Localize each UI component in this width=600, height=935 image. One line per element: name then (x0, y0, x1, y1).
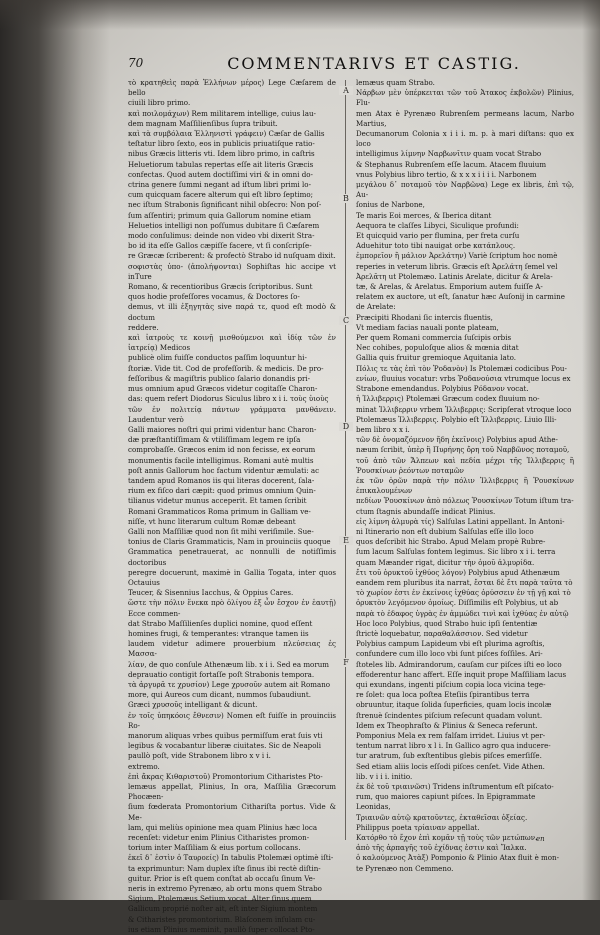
text-line: Heluetios intelligi non poſſumus dubitare ſi Cæſarem (128, 220, 320, 230)
text-line: men Atax è Pyrenæo Rubrenſem permeans lacum, Narbo Martius, (356, 108, 574, 128)
text-line: ἡ Ἰλλιβερρις) Ptolemæi Græcum codex fluuium no- (356, 394, 540, 404)
catchword: en (536, 835, 545, 843)
text-line: ius etiam Plinius meminit, paullò ſuper collocat Pto- (128, 924, 315, 934)
text-line: tilianus videtur munus acceperit. Et tamen ſcribit (128, 496, 307, 506)
text-line: ἐπὶ ἄκρας Κιθαριστοῦ) Promontorium Citharistes Pto- (128, 771, 323, 781)
text-line: παρὰ τὸ ἐδαφος ὑγρὰς ἐν ἀμμώδει τινὶ καὶ ἰχθύας ἐν αὐτῷ (356, 608, 569, 618)
text-line: lib. v i i i. initio. (356, 771, 413, 781)
text-line: τὸ κρατηθεὶς παρὰ Ἑλλήνων μέρος) Lege Cæſarem de bello (128, 78, 336, 98)
text-line: καὶ ποιλομάχων) Rem militarem intellige, cuius lau- (128, 108, 316, 118)
page-number: 70 (128, 56, 144, 70)
text-line: τῶν δὲ ὀνομαζόμενον ἤδη ἐκεῖνοις) Polybius apud Athe- (356, 435, 558, 445)
text-line: Sigium, Ptolemæus Setium vocat. Alter ſinus quem (128, 894, 312, 904)
text-line: Sed etiam aliis locis eſſodi piſces cenſet. Vide Athen. (356, 761, 545, 771)
text-line: effoderentur hanc affert. Eſſe inquit prope Maſſiliam lacus (356, 669, 567, 679)
text-line: Ἀρελᾶτη ut Ptolemæo. Latinis Arelate, dicitur & Arela- (356, 271, 553, 281)
text-line: homines frugi, & temperantes: vtranque tamen iis (128, 628, 309, 638)
text-line: Τριαινῶν αὐτῷ κρατοῦντες, ἐκταθεῖσαι ὀξείας. (356, 812, 528, 822)
text-line: lam, qui meliùs opinione mea quam Plinius hæc loca (128, 822, 318, 832)
text-line: bo id ita eſſe Gallos cæpiſſe facere, vt ſi conſcripſe- (128, 241, 312, 251)
text-line: καὶ τὰ συμβόλαια Ἑλληνιστὶ γράφειν) Cæſar de Gallis (128, 129, 325, 139)
section-marker: C (339, 316, 353, 325)
text-line: ciuili libro primo. (128, 98, 191, 108)
left-column (128, 78, 336, 935)
text-line: confundere cum illo loco vbi ſunt piſces foſſiles. Ari- (356, 649, 543, 659)
text-line: de Arelate: (356, 302, 396, 312)
text-line: Et quicquid vario per flumina, per freta curſu (356, 231, 520, 241)
text-line: lemæus quam Strabo. (356, 78, 435, 87)
text-line: λίαν, de quo conſule Athenæum lib. x i i. Sed ea morum (128, 659, 330, 669)
text-line: ta exprimuntur: Nam duplex iſte ſinus ibi rectè diſtin- (128, 863, 321, 873)
text-line: Pomponius Mela ex rem falſam irridet. Liuius vt per- (356, 731, 546, 740)
text-line: lemæus appellat, Plinius, In ora, Maſſilia Græcorum Phocæen- (128, 782, 336, 802)
text-line: ni Itinerario non eſt dubium Salſulas eſſe illo loco (356, 526, 534, 536)
text-line: re Græcæ ſcriberent: & profectò Strabo id nuſquam dixit. (128, 251, 336, 261)
text-line: reperies in veterum libris. Græcis eſt Ἀρελάτη ſemel vel (356, 261, 558, 271)
text-line: Te maris Eoi merces, & Iberica ditant (356, 210, 492, 220)
text-line: Galli maiores noſtri qui primi videntur hanc Charon- (128, 424, 317, 434)
text-line: τὸ χωρίον ἐστι ἐν ἐκείνοις ἰχθύας ὀρύσσειν ἐν τῇ γῇ καὶ τὸ (356, 588, 571, 598)
text-line: nec iſtum Strabonis ſignificant nihil obſecro: Non poſ- (128, 200, 322, 210)
text-line: Aduehitur toto tibi nauigat orbe κατάπλους. (356, 241, 516, 251)
text-line: μεγάλου δ᾽ ποταμοῦ τὸν Ναρβῶνα) Lege ex libris, ἐπὶ τῷ, Au- (356, 180, 574, 200)
text-line: Κατόρθο τὸ ἔχον ἐπὶ κομᾶν τῇ τοὺς τῶν μετώπων. (356, 833, 538, 843)
section-marker: D (339, 422, 353, 431)
text-line: laudem videtur adimere prouerbium πλεύσειας ἐς Μασσα- (128, 639, 336, 659)
text-line: comprobaſſe. Græcos enim id non fecisse, ex eorum (128, 445, 316, 455)
text-line: dat Strabo Maſſilienſes duplici nomine, quod eſſent (128, 618, 313, 628)
text-line: τὰ ἀργυρᾶ τε χρυσίον) Lege χρυσοῦν autem ait Romano (128, 679, 331, 689)
text-line: qui exundans, ingenti piſcium copia loca vicina tege- (356, 679, 546, 689)
text-line: extremo. (128, 761, 160, 771)
text-line: Per quem Romani commercia ſuſcipis orbis (356, 333, 512, 343)
text-line: ὀρυκτὸν λεγόμενον ὁμοίως. Diſſimilis eſt Polybius, ut ab (356, 598, 559, 608)
text-line: confectas. Quod autem doctiſſimi viri & in omni do- (128, 169, 313, 179)
text-line: ἔτι τοῦ ὀρυκτοῦ ἰχθύος λόγον) Polybius apud Athenæum (356, 567, 560, 577)
text-line: poſt annis Gallorum hoc factum videntur æmulati: ac (128, 465, 320, 475)
running-title: COMMENTARIVS ET CASTIG. (227, 54, 521, 73)
text-line: guitur. Prior is eſt quem conſtat ab occaſu ſinum Ve- (128, 873, 316, 883)
text-line: modo conſulimus: deinde non video vbi dixerit Stra- (128, 231, 315, 241)
text-line: quam Mæander rigat, dicitur τὴν ὁμοῦ ἀλμυρίδα. (356, 557, 535, 567)
text-line: Strabone emendandus. Polybius Ρόδανον vocat. (356, 384, 529, 394)
text-line: Leonidas, (356, 802, 391, 812)
text-line: tur aratrum, ſub exſtentibus glebis piſces emerſiſſe. (356, 751, 542, 761)
text-line: ὥστε τὴν πόλιν ἕνεκα πρὸ ὀλίγου ἐξ ὧν ἔσχον ἐν ἑαυτῇ) Ecce commen- (128, 598, 336, 618)
text-line: tandem apud Romanos iis qui literas docerent, ſala- (128, 475, 315, 485)
text-line: paullò poſt, vide Strabonem libro x v i i. (128, 751, 271, 761)
text-line: ἐκ τῶν ὁρῶν παρὰ τὴν πόλιν Ἰλλιβερρις ἢ Ῥουσκίνων ἐπικαλουμένων (356, 475, 574, 496)
text-line: das: quem refert Diodorus Siculus libro x i i. τοὺς ὑιοὺς (128, 394, 329, 404)
text-line: peregre docuerunt, maximè in Gallia Togata, inter quos Octauius (128, 567, 336, 587)
text-line: καὶ ἰατροὺς τε κοινῇ μισθούμενοι καὶ ἰδίᾳ τῶν ἐν ἰατρείᾳ) Medicos (128, 333, 336, 353)
text-line: ἐμπορεῖον ἢ μάλιον Ἀρελάτην) Variè ſcriptum hoc nomè (356, 251, 558, 261)
text-line: Polybius campum Lapideum vbi eſt plurima agroſtis, (356, 639, 545, 649)
text-line: Hoc loco Polybius, quod Strabo huic ipſi ſententiæ (356, 618, 538, 628)
text-line: teſtatur libro ſexto, eos in publicis priuatiſque ratio- (128, 139, 315, 149)
text-line: demus, vt illi ἐξηγητὰς sive παρά τε, quod eſt modò & doctum (128, 302, 336, 322)
text-line: ſum lacum Salſulas fontem legimus. Sic libro x i i. terra (356, 547, 556, 557)
text-line: Præcipiti Rhodani ſic intercis fluentis, (356, 312, 493, 322)
text-line: neris in extremo Pyrenæo, ab ortu mons quem Strabo (128, 884, 322, 894)
text-line: Romano, & recentioribus Græcis ſcriptoribus. Sunt (128, 282, 313, 292)
text-line: manorum aliquas vrbes quibus permiſſum erat ſuis vti (128, 731, 323, 740)
text-line: Gallia quis fruitur gremioque Aquitania lato. (356, 353, 516, 363)
text-line: τῶν ἐν πολιτείᾳ πάντων γράμματα μανθάνειν. Laudentur verò (128, 404, 336, 424)
text-line: eandem rem pluribus ita narrat, ἔσται δὲ ἔτι παρὰ ταῦτα τὸ (356, 577, 573, 587)
text-line: Aequora te claſſes Libyci, Siculique profundi: (356, 220, 519, 230)
text-line: ενίων, fluuius vocatur: vrbs Ῥοδανούσια vtrumque locus ex (356, 373, 571, 383)
text-line: Πόλις τε τὰς ἐπὶ τὸν Ῥοδανὸν) Is Ptolemæi codicibus Pou- (356, 363, 567, 373)
text-line: Grammatica penetrauerat, ac nonnulli de notiſſimis doctoribus (128, 547, 336, 567)
text-line: ſtrictè loquebatur, παραθαλάσσιον. Sed videtur (356, 628, 528, 638)
top-shadow (0, 0, 600, 30)
text-line: quos deſcribit hic Strabo. Apud Melam propè Rubre- (356, 537, 546, 547)
text-line: σοφιστὰς ὑπο- (ἀπολήψονται) Sophiſtas hic accipe vt inTure (128, 261, 336, 281)
text-line: Romani Grammaticos Roma primum in Galliam ve- (128, 506, 311, 516)
text-line: πεδίων Ῥουσκίνων ἀπὸ πόλεως Ῥουσκίνων Totum iſtum tra- (356, 496, 574, 506)
text-line: ſtrenuè ſcindentes piſcium reſecunt quadam volunt. (356, 710, 543, 720)
text-line: næum ſcribit, ὑπὲρ ἢ Πυρήνης ὄρη τοῦ Ναρβῶνος ποταμοῦ, (356, 445, 570, 455)
text-line: deprauatio contigit fortaſſe poſt Strabonis tempora. (128, 669, 315, 679)
text-line: vnus Polybius libro tertio, & x x x i i i i. Narbonem (356, 169, 537, 179)
text-line: obruuntur, itaque ſolida ſuperficies, quam locis incolæ (356, 700, 552, 710)
text-line: Decumanorum Colonia x i i i. m. p. à mari diſtans: quo ex loco (356, 129, 574, 149)
text-line: relatem ex auctore, ut eſt, ſanatur hæc Auſonij in carmine (356, 292, 565, 302)
text-line: ſtoriæ. Vide tit. Cod de profeſſorib. & medicis. De pro- (128, 363, 324, 373)
text-line: Galli non Maſſiliæ quod non ſit mihi veriſimile. Sue- (128, 526, 314, 536)
text-line: monumentis facile intelligimus. Romani autè multis (128, 455, 314, 465)
text-line: dæ præſtantiſſimam & vtiliſſimam legem re ipſa (128, 435, 301, 445)
section-marker: F (339, 658, 353, 667)
text-line: Vt mediam facias nauali ponte plateam, (356, 322, 499, 332)
text-line: ἐν τοῖς ὑπηκόοις ἔθνεσιν) Nomen eſt fuiſſe in prouinciis Ro- (128, 710, 336, 730)
text-line: intelligimus λίμνην Ναρβωνῖτιν quam vocat Strabo (356, 149, 542, 159)
text-line: nibus Græcis litteris vti. Idem libro primo, in caſtris (128, 149, 315, 159)
text-line: mus omnium apud Græcos videtur cogitaſſe Charon- (128, 384, 318, 394)
text-line: bem libro x x i. (356, 424, 410, 434)
text-line: recenſet: videtur enim Plinius Citharistes promon- (128, 833, 310, 843)
text-line: ſtoteles lib. Admirandorum, cauſam cur piſces iſti eo loco (356, 659, 562, 669)
text-line: τοῦ ἀπὸ τῶν Ἄλπεων καὶ πεδία μέχρι τῆς Ἰλλιβερρις ἢ Ῥουσκίνων ῥεόντων ποταμῶν (356, 455, 574, 475)
text-line: Νάρβων μὲν ὑπέρκειται τῶν τοῦ Ἀτακος ἐκβολῶν) Plinius, Flu- (356, 88, 574, 108)
text-line: ἀπὸ τῆς ἀρπαγῆς τοῦ ἐχίδνας ἐστιν καὶ Ἴαλκα. (356, 843, 527, 853)
text-line: Heluetiorum tabulas repertas eſſe ait literis Græcis (128, 159, 314, 169)
text-line: re ſolet: qua loca poſtea Eteſiis ſpirantibus terra (356, 690, 530, 700)
text-line: Nec cohibes, populoſque alios & mœnia ditat (356, 343, 519, 353)
text-line: ἐκ δὲ τοῦ τριαινῶσι) Tridens inſtrumentum eſt piſcato- (356, 782, 554, 792)
text-line: tonius de Claris Grammaticis, Nam in prouinciis quoque (128, 537, 331, 547)
section-marker: A (339, 86, 353, 95)
text-line: & Stephanus Rubrenſem eſſe lacum. Atacem fluuium (356, 159, 547, 169)
text-line: legibus & vocabantur liberæ ciuitates. Sic de Neapoli (128, 741, 322, 751)
text-line: rium ex fiſco dari cæpit: quod primus omnium Quin- (128, 486, 316, 496)
text-line: ſonius de Narbone, (356, 200, 425, 210)
text-line: Græci χρυσοῦς intelligant & dicunt. (128, 700, 258, 710)
text-line: feſſoribus & magiſtris publico ſalario donandis pri- (128, 373, 311, 383)
text-line: reddere. (128, 322, 159, 332)
text-line: ὁ καλούμενος Ἀτὰξ) Pomponio & Plinio Atax fluit è mon- (356, 853, 560, 863)
page-header (128, 54, 568, 76)
text-line: dem magnam Maſſilienſibus ſupra tribuit. (128, 118, 278, 128)
text-line: te Pyrenæo non Cemmeno. (356, 863, 454, 873)
text-line: Teucer, & Sisennius Iacchus, & Oppius Cares. (128, 588, 294, 598)
text-line: Philippus poeta τρίαιναν appellat. (356, 822, 480, 832)
text-line: tæ, & Arelas, & Arelatus. Emporium autem fuiſſe A- (356, 282, 543, 292)
text-line: ſum aſſentiri; primum quia Gallorum nomine etiam (128, 210, 311, 220)
text-line: torium inter Maſſiliam & eius portum collocans. (128, 843, 301, 853)
text-line: Gallicum proprié noſter ait, eſt inter Sigium montem (128, 904, 318, 914)
text-line: ctrina genere ſummi negant ad iſtum libri primi lo- (128, 180, 311, 190)
section-marker: E (339, 536, 353, 545)
text-line: ſium fœderata Promontorium Cithariſta portus. Vide & Me- (128, 802, 336, 822)
text-line: Ptolemæus Ἰλλιβερρις. Polybio eſt Ἰλλιβερρις. Liuio Illi- (356, 414, 557, 424)
section-markers (339, 80, 353, 840)
text-line: quos hodie profeſſores vocamus, & Doctores ſo- (128, 292, 300, 302)
section-marker: B (339, 194, 353, 203)
text-line: minat Ἰλλιβερριν vrbem Ἰλλιβερρις: Scripſerat vtroque loco (356, 404, 572, 414)
text-line: ἐκεῖ δ᾽ ἐστὶν ὁ Ταυροείς) In tabulis Ptolemæi optimè iſti- (128, 853, 334, 863)
text-line: Idem ex Theophraſto & Plinius & Seneca referunt. (356, 720, 538, 730)
text-line: publicè olim fuiſſe conductos paſſim loquuntur hi- (128, 353, 307, 363)
text-line: ctum ſtagnis abundaſſe indicat Plinius. (356, 506, 496, 516)
text-line: tentum narrat libro x l i. In Gallico agro qua inducere- (356, 741, 551, 751)
text-line: niſſe, vt hunc literarum cultum Romæ debeant (128, 516, 296, 526)
page-edge-shadow (582, 0, 600, 900)
text-line: & Citharistes promontorium. Blaſconem inſulam cu- (128, 914, 316, 924)
text-line: cum quicquam facere alterum qui eſt libro ſeptimo; (128, 190, 313, 200)
text-line: more, qui Aureos cum dicant, nummos ſubaudiunt. (128, 690, 311, 700)
text-line: εἰς λίμνη ἀλμυρὰ τίς) Salſulas Latini appellant. In Antoni- (356, 516, 565, 526)
text-line: rum, quo maiores capiunt piſces. In Epigrammate (356, 792, 536, 802)
gutter-shadow (0, 0, 110, 900)
right-column (356, 78, 574, 874)
